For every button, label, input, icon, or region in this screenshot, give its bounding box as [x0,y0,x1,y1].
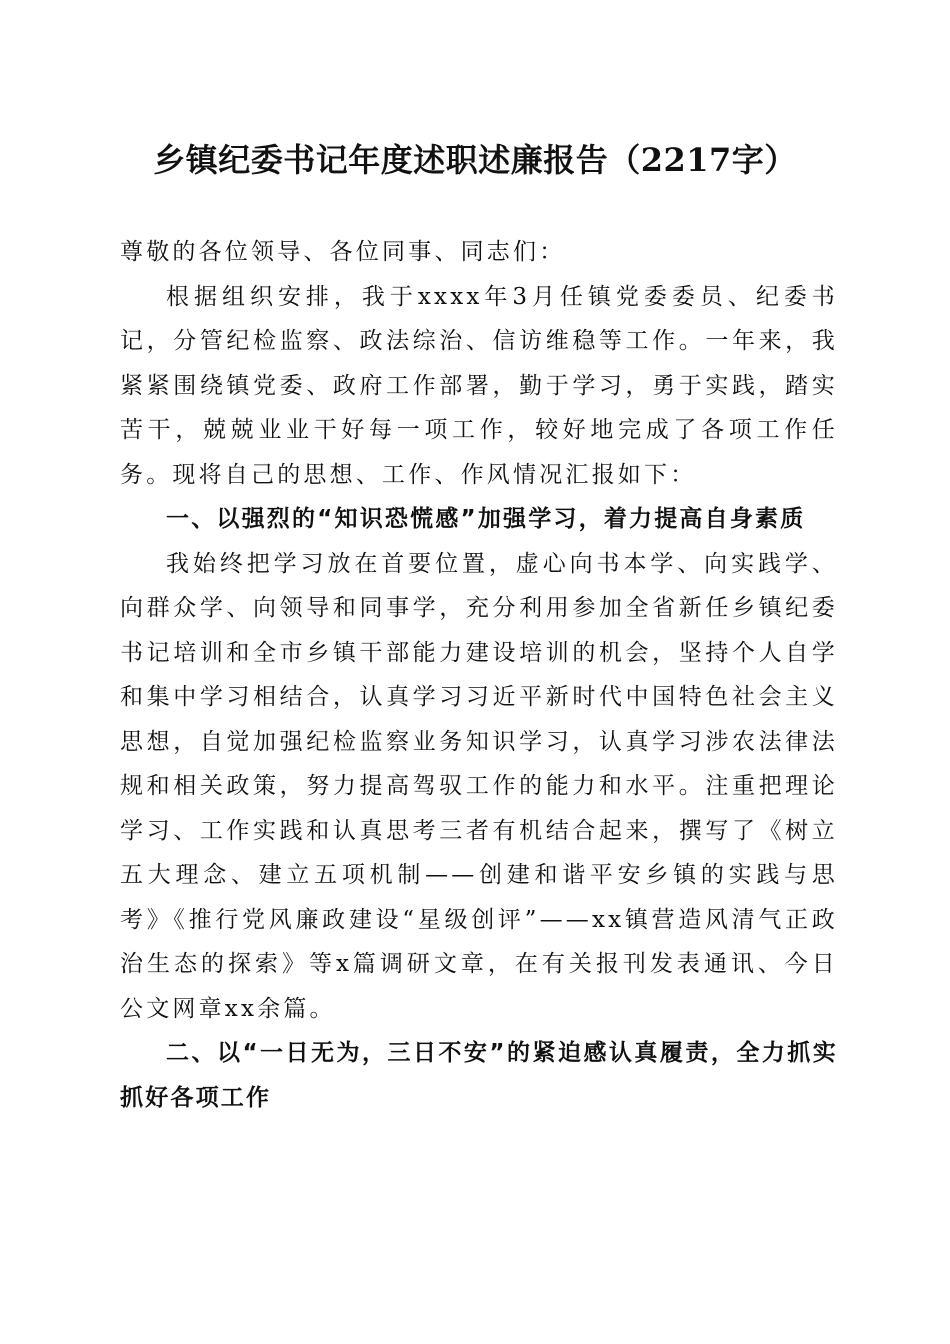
salutation: 尊敬的各位领导、各位同事、同志们： [120,239,566,265]
section-1-paragraph: 我始终把学习放在首要位置，虚心向书本学、向实践学、向群众学、向领导和同事学，充分利用参加全省新任乡镇纪委书记培训和全市乡镇干部能力建设培训的机会，坚持个人自学和集中学习相结合，认真学习习近平新时代中国特色社会主义思想，自觉加强纪检监察业务知识学习，认真学习涉农法律法规和相关政策，努力提高驾驭工作的能力和水平。注重把理论学习、工作实践和认真思考三者有机结合起来，撰写了《树立五大理念、建立五项机制——创建和谐平安乡镇的实践与思考》《推行党风廉政建设“星级创评”——xx镇营造风清气正政治生态的探索》等x篇调研文章，在有关报刊发表通讯、今日公文网章xx余篇。 [120,550,838,1022]
section-2-heading: 二、以“一日无为，三日不安”的紧迫感认真履责，全力抓实抓好各项工作 [120,1040,838,1111]
section-1-heading: 一、以强烈的“知识恐慌感”加强学习，着力提高自身素质 [166,506,806,532]
document-body [120,230,838,1120]
document-title: 乡镇纪委书记年度述职述廉报告（2217字） [153,141,797,179]
intro-paragraph: 根据组织安排，我于xxxx年3月任镇党委委员、纪委书记，分管纪检监察、政法综治、信访维稳等工作。一年来，我紧紧围绕镇党委、政府工作部署，勤于学习，勇于实践，踏实苦干，兢兢业业干好每一项工作，较好地完成了各项工作任务。现将自己的思想、工作、作风情况汇报如下： [120,283,838,488]
